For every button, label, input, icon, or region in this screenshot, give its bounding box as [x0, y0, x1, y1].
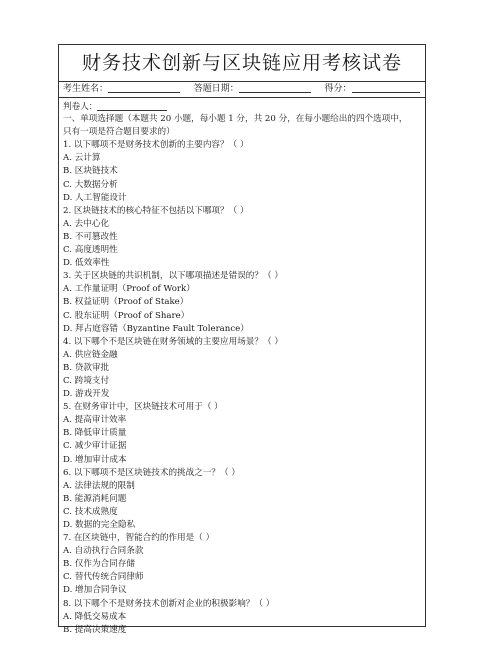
question-text: 4. 以下哪个不是区块链在财务领域的主要应用场景？（ ） [63, 336, 283, 347]
question-block [63, 532, 421, 597]
answer-option[interactable]: D. 增加审计成本 [63, 454, 127, 465]
answer-option[interactable]: A. 降低交易成本 [63, 611, 127, 622]
answer-option[interactable]: A. 提高审计效率 [63, 415, 127, 426]
answer-option[interactable]: A. 工作量证明（Proof of Work） [63, 284, 195, 295]
answer-option[interactable]: C. 技术成熟度 [63, 506, 118, 517]
question-text: 6. 以下哪项不是区块链技术的挑战之一？（ ） [63, 467, 240, 478]
question-list [63, 139, 421, 637]
question-block [63, 270, 421, 335]
answer-option[interactable]: B. 贷款审批 [63, 362, 110, 373]
answer-option[interactable]: C. 高度透明性 [63, 245, 118, 256]
question-block [63, 139, 421, 204]
question-block [63, 205, 421, 270]
answer-option[interactable]: B. 权益证明（Proof of Stake） [63, 297, 189, 308]
grader-label: 判卷人： [63, 102, 98, 112]
answer-option[interactable]: C. 大数据分析 [63, 179, 118, 190]
answer-option[interactable]: C. 跨境支付 [63, 375, 110, 386]
candidate-info-row [59, 82, 425, 98]
question-block [63, 336, 421, 401]
question-text: 3. 关于区块链的共识机制，以下哪项描述是错误的？（ ） [63, 271, 283, 282]
answer-option[interactable]: D. 数据的完全隐私 [63, 520, 136, 530]
answer-option[interactable]: B. 仅作为合同存储 [63, 559, 135, 570]
answer-option[interactable]: B. 区块链技术 [63, 166, 118, 177]
answer-option[interactable]: B. 降低审计质量 [63, 428, 127, 439]
exam-title: 财务技术创新与区块链应用考核试卷 [59, 45, 425, 82]
question-block [63, 598, 421, 637]
question-text: 1. 以下哪项不是财务技术创新的主要内容？（ ） [63, 140, 249, 151]
answer-option[interactable]: C. 股东证明（Proof of Share） [63, 310, 190, 321]
answer-option[interactable]: D. 游戏开发 [63, 389, 110, 400]
answer-date-label: 答题日期： [193, 84, 239, 94]
grader-blank[interactable] [97, 100, 167, 111]
question-block [63, 467, 421, 532]
answer-option[interactable]: A. 云计算 [63, 153, 101, 164]
section-heading-cont: 只有一项是符合题目要求的） [63, 127, 175, 138]
score-label: 得分： [324, 84, 352, 94]
score-blank[interactable] [352, 82, 420, 93]
answer-option[interactable]: C. 减少审计证据 [63, 441, 127, 452]
question-block [63, 401, 421, 466]
section-heading: 一、单项选择题（本题共 20 小题，每小题 1 分，共 20 分，在每小题给出的四个选项中， [63, 114, 408, 125]
answer-option[interactable]: D. 低效率性 [63, 258, 110, 269]
answer-option[interactable]: B. 不可篡改性 [63, 231, 118, 242]
answer-option[interactable]: A. 自动执行合同条款 [63, 546, 144, 557]
question-text: 2. 区块链技术的核心特征不包括以下哪项？（ ） [63, 205, 249, 216]
answer-option[interactable]: D. 拜占庭容错（Byzantine Fault Tolerance） [63, 323, 249, 334]
question-text: 5. 在财务审计中，区块链技术可用于（ ） [63, 402, 223, 413]
candidate-name-blank[interactable] [108, 82, 180, 93]
answer-option[interactable]: B. 提高决策速度 [63, 624, 127, 635]
answer-option[interactable]: B. 能源消耗问题 [63, 493, 127, 504]
answer-option[interactable]: D. 增加合同争议 [63, 585, 127, 596]
answer-option[interactable]: A. 供应链金融 [63, 349, 118, 360]
candidate-name-label: 考生姓名： [63, 84, 109, 94]
answer-option[interactable]: D. 人工智能设计 [63, 192, 127, 203]
answer-option[interactable]: A. 法律法规的限制 [63, 480, 135, 491]
exam-sheet [58, 44, 426, 635]
answer-option[interactable]: A. 去中心化 [63, 218, 110, 229]
exam-content [59, 98, 425, 637]
grader-row [63, 100, 421, 113]
answer-date-blank[interactable] [239, 82, 311, 93]
answer-option[interactable]: C. 替代传统合同律师 [63, 572, 144, 583]
question-text: 8. 以下哪个不是财务技术创新对企业的积极影响？（ ） [63, 598, 275, 609]
question-text: 7. 在区块链中，智能合约的作用是（ ） [63, 533, 215, 544]
